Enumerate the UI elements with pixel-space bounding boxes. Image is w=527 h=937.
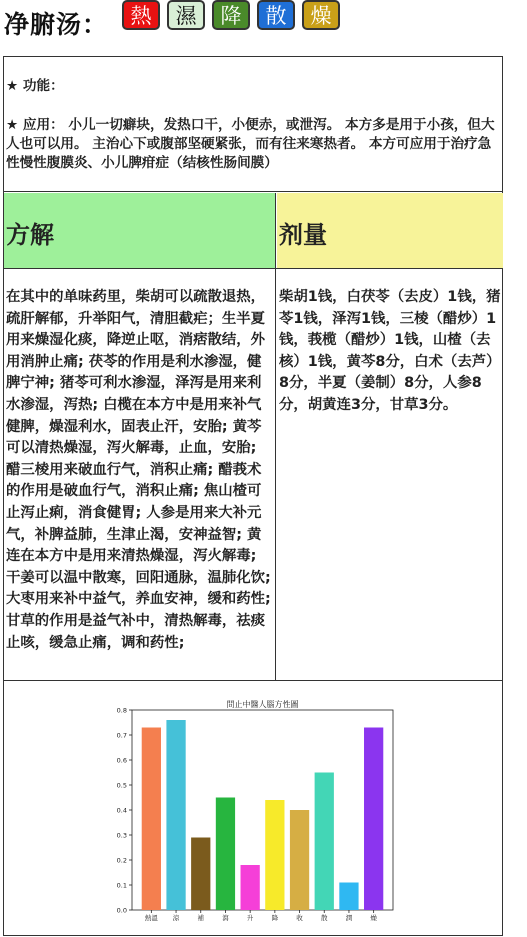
x-tick-label: 收 bbox=[296, 914, 303, 922]
x-tick-label: 降 bbox=[271, 914, 279, 922]
y-tick-label: 0.6 bbox=[116, 756, 127, 765]
x-tick-label: 熱溫 bbox=[144, 914, 158, 922]
badge-4: 燥 bbox=[302, 0, 340, 30]
info-section bbox=[4, 57, 502, 192]
x-tick-label: 瀉 bbox=[222, 914, 229, 922]
y-tick-label: 0.5 bbox=[116, 781, 127, 790]
y-tick-label: 0.3 bbox=[116, 831, 127, 840]
page-title: 净腑汤： bbox=[4, 10, 109, 39]
table-header-row bbox=[4, 193, 502, 269]
x-tick-label: 涼 bbox=[172, 914, 180, 922]
bar-3 bbox=[216, 798, 235, 911]
y-tick-label: 0.4 bbox=[116, 806, 127, 815]
badge-2: 降 bbox=[212, 0, 250, 30]
fangjie-text: 在其中的单味药里，柴胡可以疏散退热，疏肝解郁，升举阳气，清胆截疟；生半夏用来燥湿化痰，降逆止呕，消痞散结，外用消肿止痛; 茯苓的作用是利水渗湿，健脾宁神; 猪苓可利水渗湿，泽泻是用来利水渗湿，泻热; 白榄在本方中是用来补气健脾，燥湿利水，固表止汗，安胎; 黄芩可以清热燥湿，泻火解毒，止血，安胎; 醋三棱用来破血行气，消积止痛; 醋莪术的作用是破血行气，消积止痛; 焦山楂可止泻止痢，消食健胃; 人参是用来大补元气，补脾益肺，生津止渴，安神益智; 黄连在本方中是用来清热燥湿，泻火解毒; 干姜可以温中散寒，回阳通脉，温肺化饮; 大枣用来补中益气，养血安神，缓和药性; 甘草的作用是益气补中，清热解毒，祛痰止咳，缓急止痛，调和药性; bbox=[4, 269, 276, 680]
badge-3: 散 bbox=[257, 0, 295, 30]
table-content-row bbox=[4, 269, 502, 681]
header-fangjie: 方解 bbox=[4, 193, 276, 268]
bar-4 bbox=[241, 865, 260, 910]
bar-8 bbox=[339, 883, 358, 911]
bar-6 bbox=[290, 810, 309, 910]
bar-5 bbox=[265, 800, 284, 910]
property-bar-chart bbox=[4, 681, 502, 937]
y-tick-label: 0.0 bbox=[116, 906, 127, 915]
header-jiliang: 剂量 bbox=[277, 193, 503, 268]
function-label: ★ 功能： bbox=[6, 78, 64, 94]
x-tick-label: 潤 bbox=[345, 914, 353, 922]
bar-0 bbox=[142, 728, 161, 911]
application-text: ★ 应用： 小儿一切癖块，发热口干，小便赤，或泄泻。 本方多是用于小孩，但大人也可以用。 主治心下或腹部坚硬紧张，而有往来寒热者。 本方可应用于治疗急性慢性腹膜炎、小儿脾疳症（结核性肠间膜） bbox=[6, 117, 495, 171]
bar-1 bbox=[166, 720, 185, 910]
x-tick-label: 散 bbox=[321, 914, 328, 922]
y-tick-label: 0.1 bbox=[116, 881, 127, 890]
bar-2 bbox=[191, 838, 210, 911]
x-tick-label: 補 bbox=[197, 914, 204, 922]
formula-table bbox=[3, 56, 503, 936]
y-tick-label: 0.2 bbox=[116, 856, 127, 865]
badge-1: 濕 bbox=[167, 0, 205, 30]
chart-section bbox=[4, 681, 502, 937]
jiliang-text: 柴胡1钱，白茯苓（去皮）1钱，猪苓1钱，泽泻1钱，三棱（醋炒）1钱，莪榄（醋炒）1钱，山楂（去核）1钱，黄芩8分，白术（去芦）8分，半夏（姜制）8分，人参8分，胡黄连3分，甘草3分。 bbox=[279, 289, 501, 413]
x-tick-label: 燥 bbox=[370, 914, 377, 922]
y-tick-label: 0.7 bbox=[116, 731, 127, 740]
bar-9 bbox=[364, 728, 383, 911]
badge-0: 熱 bbox=[122, 0, 160, 30]
y-tick-label: 0.8 bbox=[116, 706, 127, 715]
bar-7 bbox=[315, 773, 334, 911]
header bbox=[4, 0, 340, 44]
chart-title: 問止中醫人腦方性圖 bbox=[226, 700, 299, 709]
x-tick-label: 升 bbox=[246, 914, 254, 922]
property-badges bbox=[122, 0, 340, 30]
